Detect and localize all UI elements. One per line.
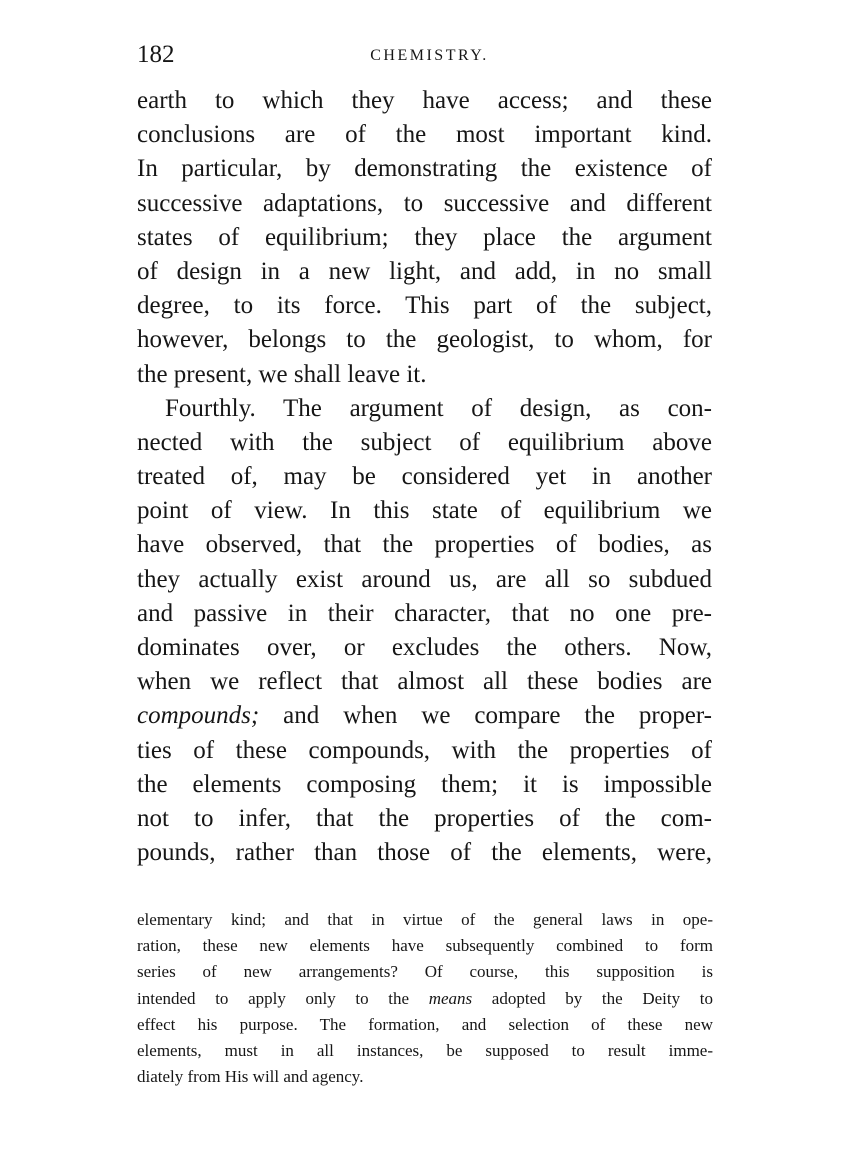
text-line: and passive in their character, that no one pre- bbox=[137, 599, 712, 627]
text-line: the present, we shall leave it. bbox=[137, 360, 427, 388]
text-line: when we reflect that almost all these bodies are bbox=[137, 668, 712, 696]
text-line: states of equilibrium; they place the argument bbox=[137, 223, 712, 251]
text-line: of design in a new light, and add, in no small bbox=[137, 257, 712, 285]
italic-word: means bbox=[428, 988, 473, 1008]
text-line: pounds, rather than those of the elements, were, bbox=[137, 839, 712, 867]
text-line: dominates over, or excludes the others. Now, bbox=[137, 634, 712, 661]
footnote-line: elements, must in all instances, be supposed to result imme- bbox=[137, 1040, 713, 1060]
text-line: Fourthly. The argument of design, as con- bbox=[165, 394, 712, 422]
body-text bbox=[137, 84, 712, 870]
footnote-line: series of new arrangements? Of course, this supposition is bbox=[137, 962, 713, 982]
text-line: they actually exist around us, are all so subdued bbox=[137, 565, 712, 593]
text-line: degree, to its force. This part of the subject, bbox=[137, 292, 712, 320]
footnote-line: elementary kind; and that in virtue of the general laws in ope- bbox=[137, 910, 713, 929]
footnote bbox=[137, 907, 713, 1090]
text-line: successive adaptations, to successive and different bbox=[137, 189, 712, 217]
text-line: ties of these compounds, with the properties of bbox=[137, 736, 712, 764]
footnote-line: diately from His will and agency. bbox=[137, 1067, 364, 1087]
footnote-line: effect his purpose. The formation, and selection of these new bbox=[137, 1014, 713, 1034]
text-span: and when we compare the proper- bbox=[259, 702, 712, 730]
footnote-line: ration, these new elements have subsequently combined to form bbox=[137, 936, 713, 956]
text-line: treated of, may be considered yet in another bbox=[137, 463, 712, 491]
text-line: have observed, that the properties of bodies, as bbox=[137, 531, 712, 559]
text-line: nected with the subject of equilibrium above bbox=[137, 428, 712, 456]
running-head bbox=[137, 38, 712, 72]
text-span: adopted by the Deity to bbox=[472, 988, 713, 1008]
running-title: CHEMISTRY. bbox=[370, 47, 489, 64]
text-line: In particular, by demonstrating the existence of bbox=[137, 155, 712, 183]
footnote-line bbox=[137, 986, 713, 1012]
text-line: point of view. In this state of equilibrium we bbox=[137, 497, 712, 525]
page-number: 182 bbox=[137, 41, 175, 68]
text-span: intended to apply only to the bbox=[137, 988, 429, 1008]
text-line: earth to which they have access; and these bbox=[137, 87, 712, 114]
text-line bbox=[137, 699, 712, 733]
italic-word: compounds; bbox=[137, 702, 260, 730]
text-line: however, belongs to the geologist, to whom, for bbox=[137, 326, 712, 354]
text-line: not to infer, that the properties of the com- bbox=[137, 804, 712, 832]
text-line: conclusions are of the most important kind. bbox=[137, 121, 712, 149]
text-line: the elements composing them; it is impossible bbox=[137, 770, 712, 798]
